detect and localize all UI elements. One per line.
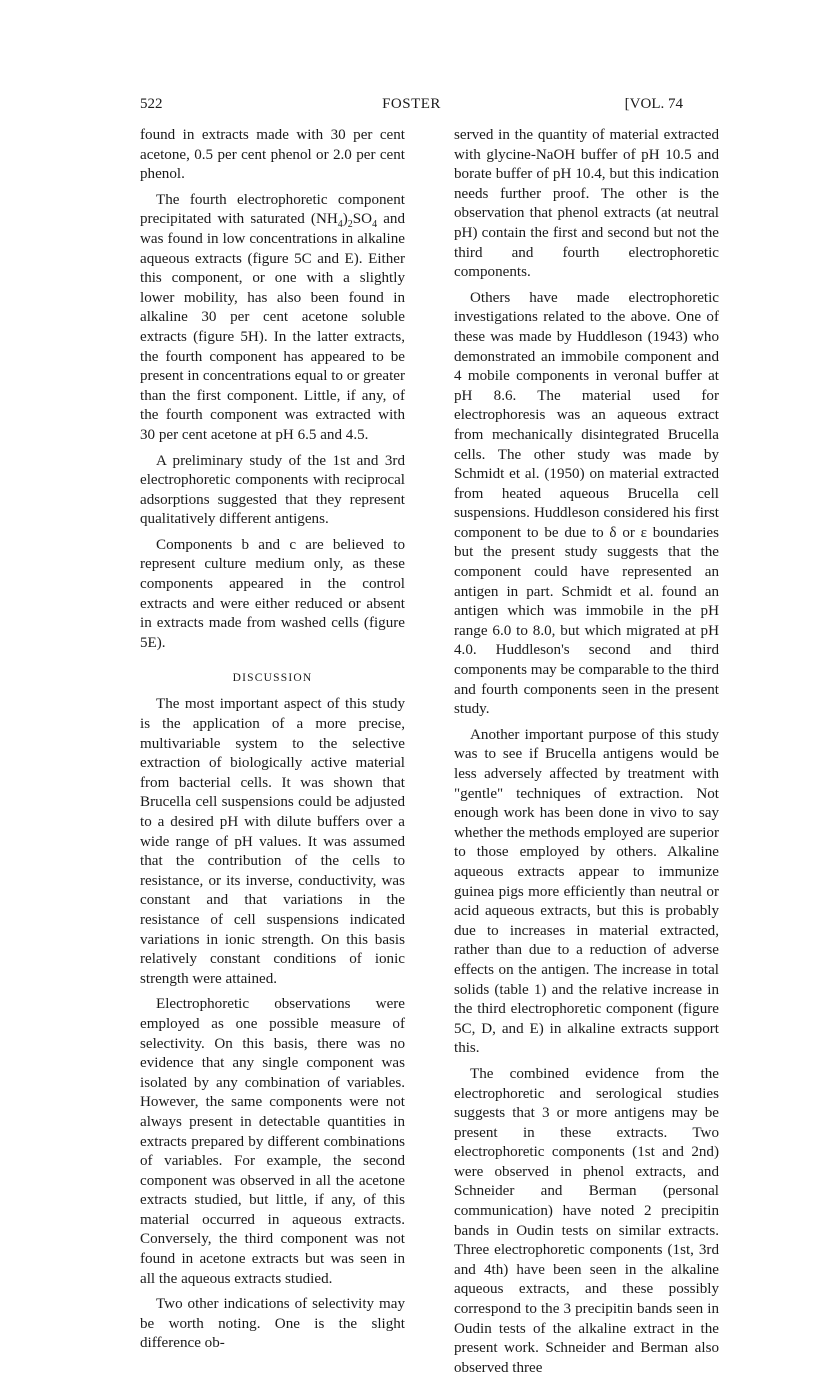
section-heading: DISCUSSION <box>232 672 313 685</box>
paragraph: Two other indications of selectivity may be worth noting. One is the slight difference ob- <box>140 1296 405 1352</box>
running-header <box>140 96 683 120</box>
right-column <box>454 126 719 1384</box>
paragraph: found in extracts made with 30 per cent acetone, 0.5 per cent phenol or 2.0 per cent phenol. <box>140 127 405 183</box>
volume-label: [VOL. 74 <box>624 96 683 112</box>
paragraph: served in the quantity of material extracted with glycine-NaOH buffer of pH 10.5 and borate buffer of pH 10.4, but this indication needs further proof. The other is the observation that phenol extracts (at neutral pH) contain the first and second but not the third and fourth electrophoretic components. <box>454 127 719 281</box>
paragraph: Another important purpose of this study was to see if Brucella antigens would be less adversely affected by treatment with "gentle" techniques of extraction. Not enough work has been done in vivo to say whether the methods employed are superior to those employed by others. Alkaline aqueous extracts appear to immunize guinea pigs more efficiently than neutral or acid aqueous extracts, but this is probably due to increases in material extracted, rather than due to a reduction of adverse effects on the antigen. The increase in total solids (table 1) and the relative increase in the third electrophoretic component (figure 5C, D, and E) in alkaline extracts support this. <box>454 726 719 1057</box>
left-column <box>140 126 405 1360</box>
paragraph: Electrophoretic observations were employed as one possible measure of selectivity. On this basis, there was no evidence that any single component was isolated by any combination of variables. However, the same components were not always present in detectable quantities in extracts prepared by different combinations of variables. For example, the second component was observed in all the acetone extracts studied, but little, if any, of this material occurred in aqueous extracts. Conversely, the third component was not found in acetone extracts but was seen in all the aqueous extracts studied. <box>140 996 405 1287</box>
running-author: FOSTER <box>382 96 441 112</box>
paragraph: A preliminary study of the 1st and 3rd electrophoretic components with reciprocal adsorptions suggested that they represent qualitatively different antigens. <box>140 452 405 528</box>
paragraph: The fourth electrophoretic component precipitated with saturated $(NH_4)_2SO_4$ and was found in low concentrations in alkaline aqueous extracts (figure 5C and E). Either this component, or one with a slightly lower mobility, has also been found in alkaline 30 per cent acetone soluble extracts (figure 5H). In the latter extracts, the fourth component has appeared to be present in concentrations equal to or greater than the first component. Little, if any, of the fourth component was extracted with 30 per cent acetone at pH 6.5 and 4.5. <box>140 191 405 443</box>
paragraph: Components b and c are believed to represent culture medium only, as these components appeared in the control extracts and were either reduced or absent in extracts made from washed cells (figure 5E). <box>140 536 405 651</box>
paragraph: Others have made electrophoretic investigations related to the above. One of these was made by Huddleson (1943) who demonstrated an immobile component and 4 mobile components in veronal buffer at pH 8.6. The material used for electrophoresis was an aqueous extract from mechanically disintegrated Brucella cells. The other study was made by Schmidt et al. (1950) on material extracted from heated aqueous Brucella cell suspensions. Huddleson considered his first component to be due to δ or ε boundaries but the present study suggests that the component could have represented an antigen in part. Schmidt et al. found an antigen which was immobile in the pH range 6.0 to 8.0, but which migrated at pH 4.0. Huddleson's second and third components may be comparable to the third and fourth components seen in the present study. <box>454 289 719 718</box>
paragraph: The most important aspect of this study is the application of a more precise, multivariable system to the selective extraction of biologically active material from bacterial cells. It was shown that Brucella cell suspensions could be adjusted to a desired pH with dilute buffers over a wide range of pH values. It was assumed that the contribution of the cells to resistance, or its inverse, conductivity, was constant and that variations in the resistance of cell suspensions indicated variations in ionic strength. On this basis relatively constant conditions of ionic strength were attained. <box>140 696 405 987</box>
paragraph: The combined evidence from the electrophoretic and serological studies suggests that 3 or more antigens may be present in these extracts. Two electrophoretic components (1st and 2nd) were observed in phenol extracts, and Schneider and Berman (personal communication) have noted 2 precipitin bands in Oudin tests on similar extracts. Three electrophoretic components (1st, 3rd and 4th) have been seen in the alkaline aqueous extracts, and these possibly correspond to the 3 precipitin bands seen in Oudin tests of the alkaline extract in the present work. Schneider and Berman also observed three <box>454 1065 719 1376</box>
page-number: 522 <box>140 96 163 112</box>
